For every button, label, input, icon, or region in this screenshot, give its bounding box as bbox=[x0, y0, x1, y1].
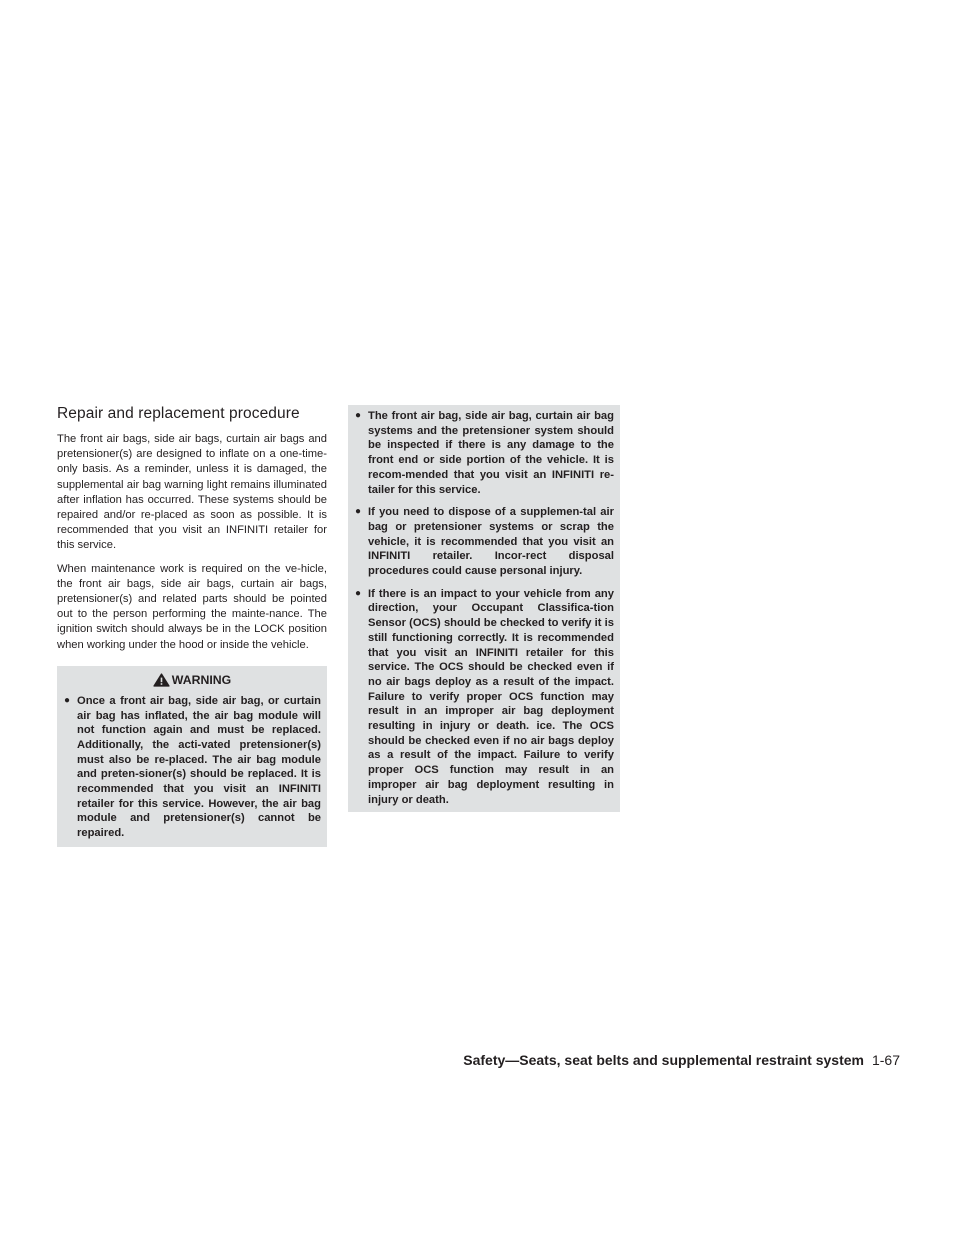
warning-triangle-icon bbox=[153, 673, 170, 687]
list-item bbox=[354, 409, 614, 497]
warning-header bbox=[63, 672, 321, 688]
right-column bbox=[348, 405, 620, 812]
list-item bbox=[63, 694, 321, 841]
warning-heading: WARNING bbox=[171, 672, 232, 687]
page-number: 1-67 bbox=[871, 1052, 900, 1068]
bullet-dot-icon: ● bbox=[355, 506, 362, 518]
warning-item-text: If there is an impact to your vehicle from any direction, your Occupant Classifica-tion Sensor (OCS) should be checked to verify it is still functioning correctly. It is recommended that you visit an INFINITI retailer for this service. The OCS should be checked even if no air bags deploy as a result of the impact. Failure to verify proper OCS function may result in an improper air bag deployment resulting in injury or death. ice. The OCS should be checked even if no air bags deploy as a result of the impact. Failure to verify proper OCS function may result in an improper air bag deployment resulting in injury or death. bbox=[368, 587, 614, 806]
section-title: Repair and replacement procedure bbox=[57, 405, 300, 422]
bullet-dot-icon: ● bbox=[64, 694, 71, 706]
bullet-dot-icon: ● bbox=[355, 587, 362, 599]
warning-item-text: If you need to dispose of a supplemen-tal air bag or pretensioner systems or scrap the vehicle, it is recommended that you visit an INFINITI retailer. Incor-rect disposal procedures could cause personal injury. bbox=[368, 506, 614, 578]
warning-item-text: Once a front air bag, side air bag, or curtain air bag has inflated, the air bag module will not function again and must be replaced. Additionally, the acti-vated pretensioner(s) must also be re-placed. The air bag module and preten-sioner(s) should be replaced. It is recommended that you visit an INFINITI retailer for this service. However, the air bag module and pretensioner(s) cannot be repaired. bbox=[77, 694, 321, 840]
warning-list-left bbox=[63, 694, 321, 841]
page-footer bbox=[463, 1052, 900, 1068]
list-item bbox=[354, 505, 614, 579]
body-paragraph: The front air bags, side air bags, curtain air bags and pretensioner(s) are designed to inflate on a one-time-only basis. As a reminder, unless it is damaged, the supplemental air bag warning light remains illuminated after inflation has occurred. These systems should be repaired and/or re-placed as soon as possible. It is recommended that you visit an INFINITI retailer for this service. bbox=[57, 433, 327, 552]
bullet-dot-icon: ● bbox=[355, 410, 362, 421]
warning-list-right bbox=[354, 409, 614, 807]
warning-box-continued bbox=[348, 405, 620, 812]
body-paragraph: When maintenance work is required on the ve-hicle, the front air bags, side air bags, curtain air bags, pretensioner(s) and related parts should be pointed out to the person performing the mainte-nance. The ignition switch should always be in the LOCK position when working under the hood or inside the vehicle. bbox=[57, 562, 327, 651]
left-column bbox=[57, 405, 327, 847]
warning-item-text: The front air bag, side air bag, curtain air bag systems and the pretensioner system should be inspected if there is any damage to the front end or side portion of the vehicle. It is recom-mended that you visit an INFINITI re-tailer for this service. bbox=[368, 410, 614, 496]
chapter-title: Safety—Seats, seat belts and supplemental restraint system bbox=[463, 1052, 864, 1068]
list-item bbox=[354, 587, 614, 808]
warning-box bbox=[57, 666, 327, 847]
